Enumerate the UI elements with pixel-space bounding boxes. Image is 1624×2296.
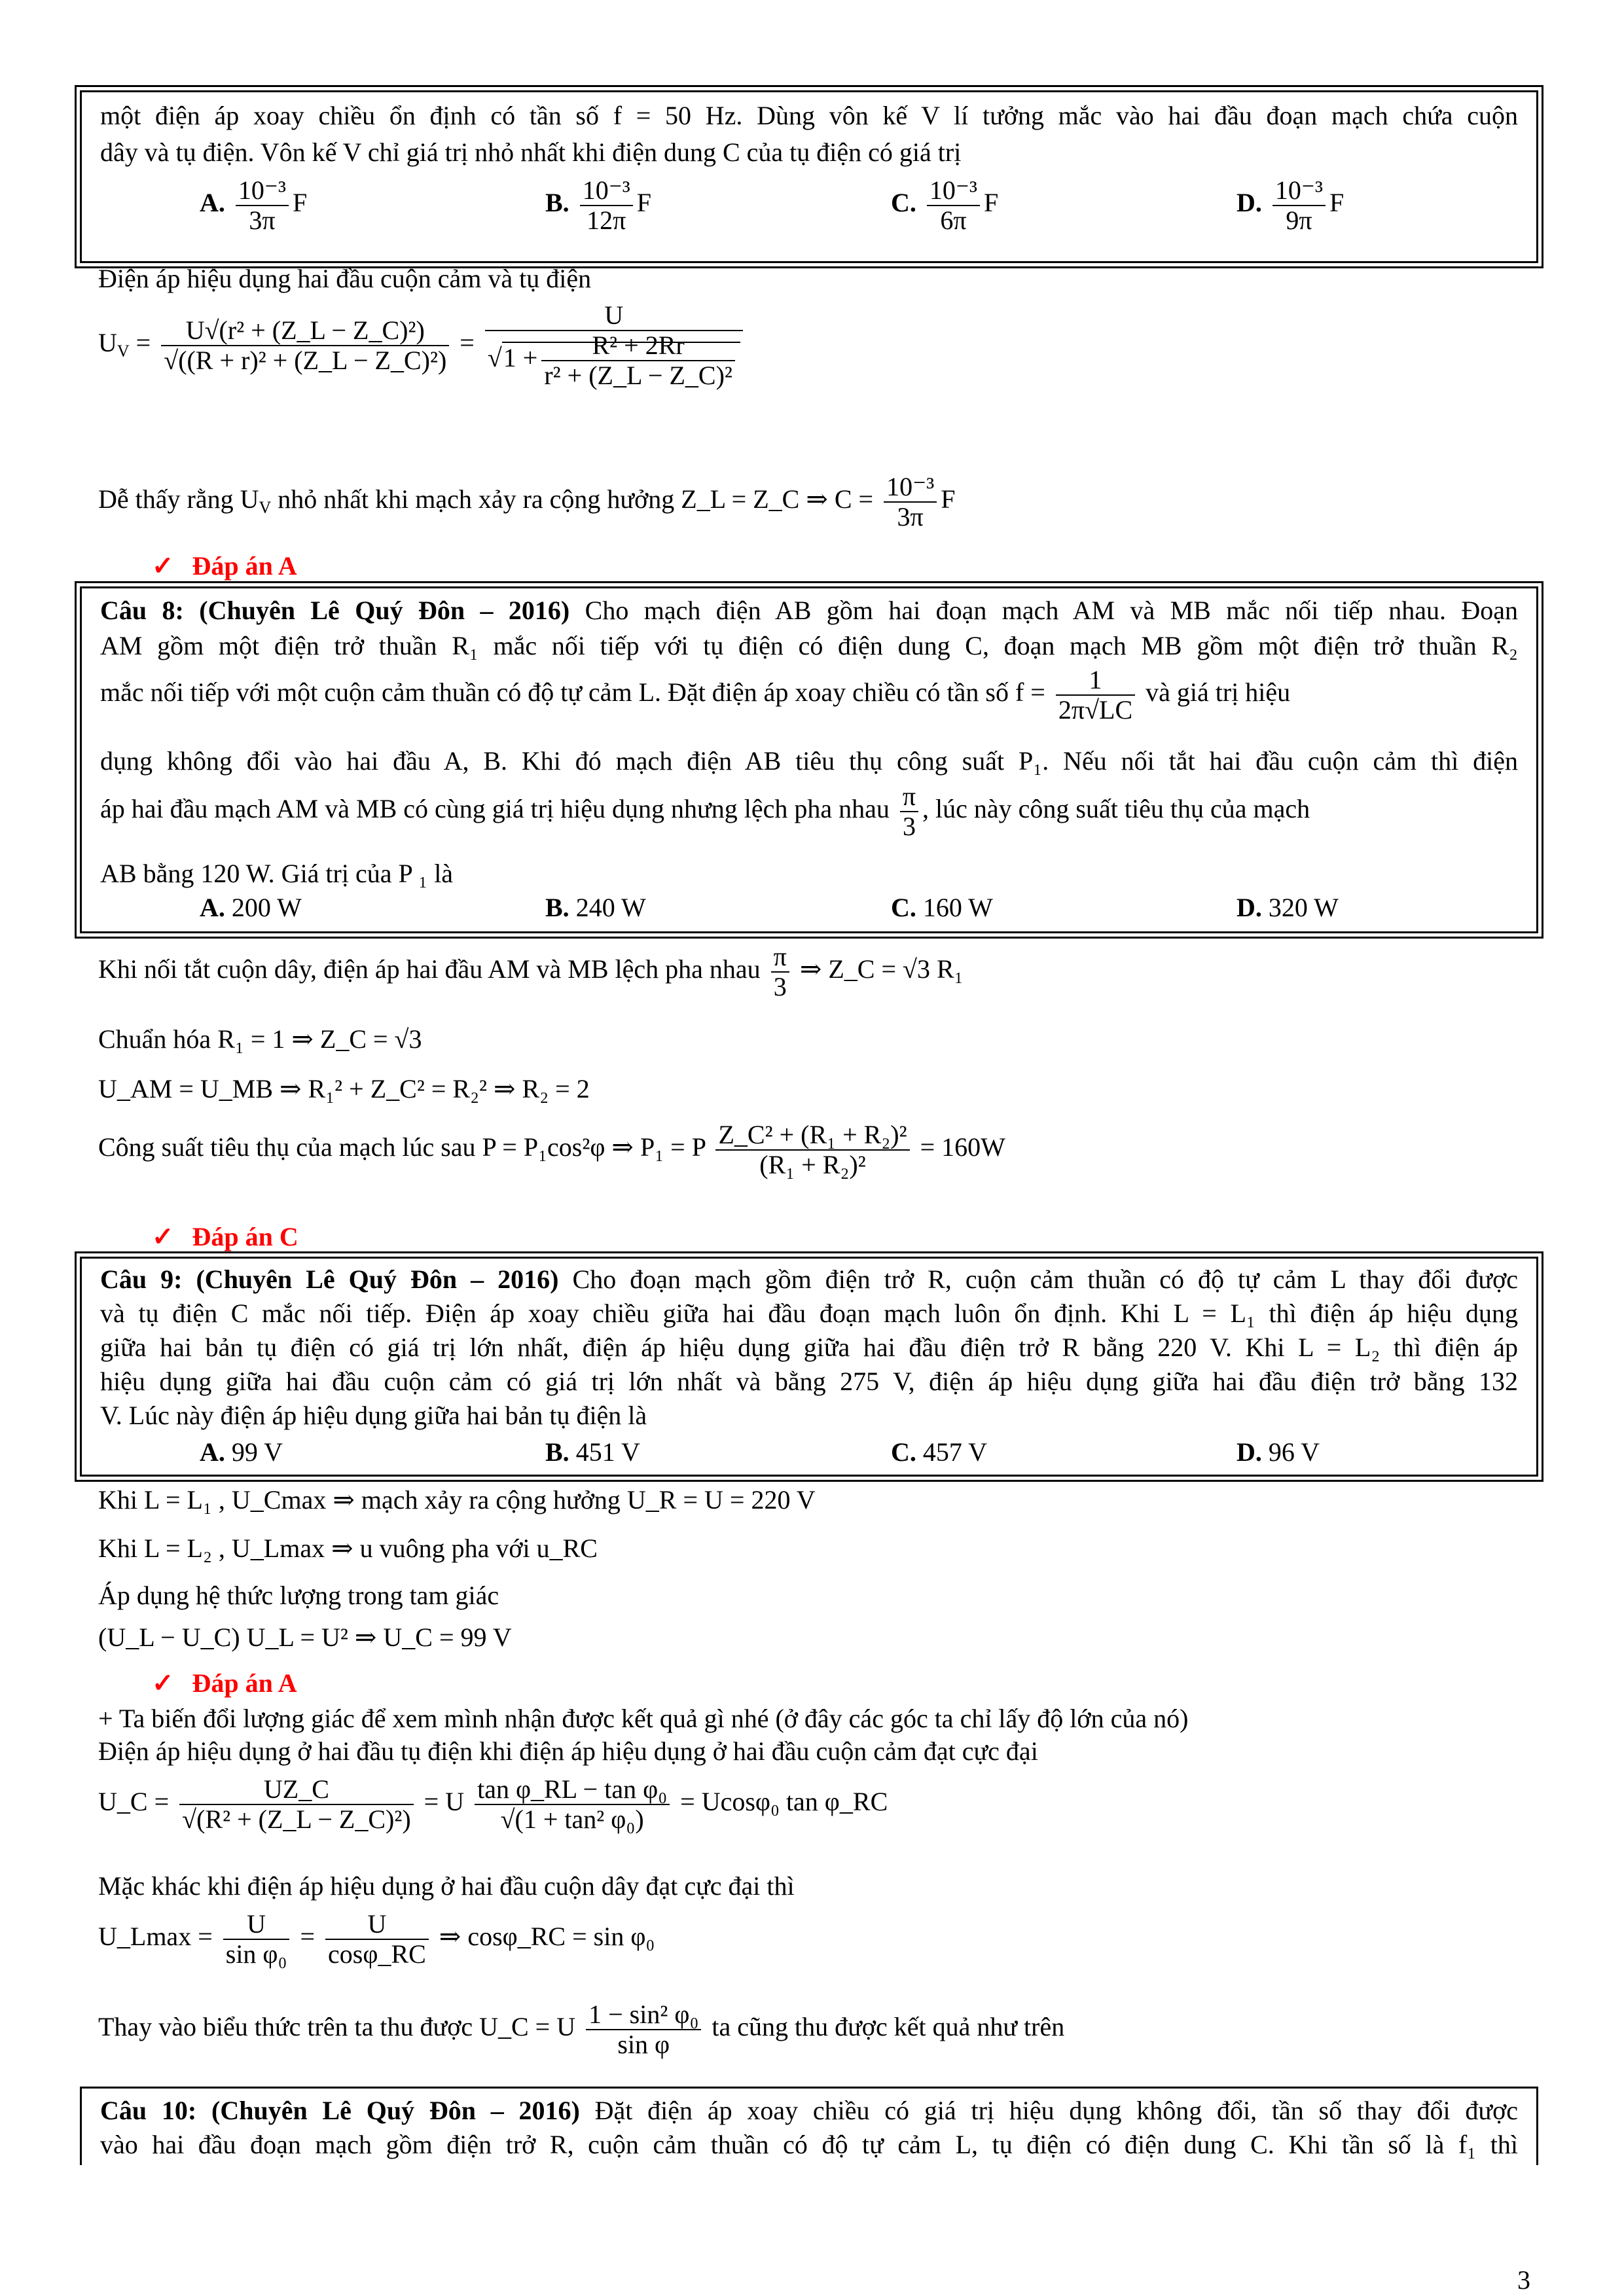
answer-label: ✓ Đáp án A <box>152 1668 297 1698</box>
question-text-line: mắc nối tiếp với một cuộn cảm thuần có độ tự cảm L. Đặt điện áp xoay chiều có tần số f = $\frac{1}{2\pi√LC}$ và giá trị hiệu <box>100 665 1291 725</box>
solution-equation: U_C = $\frac{UZ\_C}{\text{√(R² + (Z\_L − Z\_C)²)}}$ = U $\frac{\text{tan φ\_RL − tan φ₀}}{\text{√(1 + tan² φ₀)}}$ = Ucosφ₀ tan φ_RC <box>98 1774 888 1834</box>
question-7-box <box>80 90 1538 263</box>
question-text-line: V. Lúc này điện áp hiệu dụng giữa hai bản tụ điện là <box>100 1401 647 1430</box>
question-text-line: hiệu dụng giữa hai đầu cuộn cảm có giá trị lớn nhất và bằng 275 V, điện áp hiệu dụng giữa hai đầu điện trở bằng 132 <box>100 1367 1518 1396</box>
check-icon: ✓ <box>152 1222 174 1251</box>
option-b: B. 451 V <box>545 1437 640 1467</box>
solution-line: (U_L − U_C) U_L = U² ⇒ U_C = 99 V <box>98 1623 512 1652</box>
option-d: D. $\frac{\text{10⁻³}}{9\pi}$ F <box>1236 175 1344 235</box>
solution-line: Khi L = L₂ , U_Lmax ⇒ u vuông pha với u_RC <box>98 1534 598 1563</box>
question-text-line: dây và tụ điện. Vôn kế V chỉ giá trị nhỏ nhất khi điện dung C của tụ điện có giá trị <box>100 137 962 167</box>
question-text-line: vào hai đầu đoạn mạch gồm điện trở R, cuộn cảm thuần có độ tự cảm L, tụ điện có điện dung C. Khi tần số là f₁ thì <box>100 2130 1518 2159</box>
solution-equation: $U_V$ = $\frac{\text{U√(r² + (Z\_L − Z\_C)²)}}{\text{√((R + r)² + (Z\_L − Z\_C)²)}}$ = U √1 + $\frac{\text{R² + 2Rr}}{\text{r² + (Z\_L − Z\_C)²}}$ <box>98 301 747 390</box>
option-c: C. 457 V <box>891 1437 988 1467</box>
question-text-line: Câu 9: (Chuyên Lê Quý Đôn – 2016) Cho đoạn mạch gồm điện trở R, cuộn cảm thuần có độ tự cảm L thay đổi được <box>100 1265 1518 1294</box>
solution-equation: Thay vào biểu thức trên ta thu được U_C = U $\frac{\text{1 − sin² φ₀}}{\text{sin φ}}$ ta cũng thu được kết quả như trên <box>98 2000 1065 2059</box>
question-text-line: và tụ điện C mắc nối tiếp. Điện áp xoay chiều giữa hai đầu đoạn mạch luôn ổn định. Khi L = L₁ thì điện áp hiệu dụng <box>100 1299 1518 1328</box>
option-a: A. $\frac{\text{10⁻³}}{3\pi}$ F <box>200 175 308 235</box>
question-9-box <box>80 1257 1538 1477</box>
solution-text: Điện áp hiệu dụng hai đầu cuộn cảm và tụ điện <box>98 264 592 293</box>
question-text-line: AB bằng 120 W. Giá trị của P ₁ là <box>100 859 454 888</box>
question-10-box <box>80 2087 1538 2165</box>
solution-note: Mặc khác khi điện áp hiệu dụng ở hai đầu cuộn dây đạt cực đại thì <box>98 1871 795 1901</box>
option-a: A. 99 V <box>200 1437 283 1467</box>
solution-conclusion: Dễ thấy rằng $U_V$ nhỏ nhất khi mạch xảy ra cộng hưởng Z_L = Z_C ⇒ C = $\frac{\text{10⁻³}}{3\pi}$ F <box>98 472 956 531</box>
answer-label: ✓ Đáp án A <box>152 551 297 581</box>
option-b: B. 240 W <box>545 893 646 922</box>
option-c: C. 160 W <box>891 893 993 922</box>
solution-note: + Ta biến đổi lượng giác để xem mình nhận được kết quả gì nhé (ở đây các góc ta chỉ lấy độ lớn của nó) <box>98 1704 1189 1733</box>
solution-equation: U_Lmax = $\frac{U}{\text{sin φ₀}}$ = $\frac{U}{\cos\varphi\_RC}$ ⇒ cosφ_RC = sin φ₀ <box>98 1909 655 1969</box>
answer-label: ✓ Đáp án C <box>152 1222 298 1251</box>
question-text-line: AM gồm một điện trở thuần R₁ mắc nối tiếp với tụ điện có điện dung C, đoạn mạch MB gồm một điện trở thuần R₂ <box>100 631 1518 660</box>
option-d: D. 96 V <box>1236 1437 1320 1467</box>
question-text-line: giữa hai bản tụ điện có giá trị lớn nhất, điện áp hiệu dụng giữa hai đầu điện trở R bằng 220 V. Khi L = L₂ thì điện áp <box>100 1333 1518 1362</box>
solution-line: Khi L = L₁ , U_Cmax ⇒ mạch xảy ra cộng hưởng U_R = U = 220 V <box>98 1485 816 1515</box>
question-text-line: một điện áp xoay chiều ổn định có tần số f = 50 Hz. Dùng vôn kế V lí tưởng mắc vào hai đầu đoạn mạch chứa cuộn <box>100 101 1518 130</box>
option-c: C. $\frac{\text{10⁻³}}{6\pi}$ F <box>891 175 999 235</box>
option-b: B. $\frac{\text{10⁻³}}{12\pi}$ F <box>545 175 652 235</box>
question-text-line: áp hai đầu mạch AM và MB có cùng giá trị hiệu dụng nhưng lệch pha nhau $\frac{\pi}{3}$ , lúc này công suất tiêu thụ của mạch <box>100 781 1310 841</box>
question-8-box <box>80 586 1538 933</box>
check-icon: ✓ <box>152 1668 174 1698</box>
question-text-line: dụng không đổi vào hai đầu A, B. Khi đó mạch điện AB tiêu thụ công suất P₁. Nếu nối tắt hai đầu cuộn cảm thì điện <box>100 746 1518 776</box>
solution-line: U_AM = U_MB ⇒ R₁² + Z_C² = R₂² ⇒ R₂ = 2 <box>98 1074 590 1103</box>
page-number: 3 <box>1517 2265 1530 2295</box>
solution-line: Áp dụng hệ thức lượng trong tam giác <box>98 1581 499 1610</box>
question-text-line: Câu 10: (Chuyên Lê Quý Đôn – 2016) Đặt điện áp xoay chiều có giá trị hiệu dụng không đổi, tần số thay đổi được <box>100 2096 1518 2125</box>
solution-line: Công suất tiêu thụ của mạch lúc sau P = P₁cos²φ ⇒ P₁ = P $\frac{\text{Z\_C² + (R₁ + R₂)²}}{\text{(R₁ + R₂)²}}$ = 160W <box>98 1120 1005 1179</box>
option-d: D. 320 W <box>1236 893 1339 922</box>
solution-line: Khi nối tắt cuộn dây, điện áp hai đầu AM và MB lệch pha nhau $\frac{\pi}{3}$ ⇒ Z_C = √3 R₁ <box>98 942 964 1001</box>
solution-line: Chuẩn hóa R₁ = 1 ⇒ Z_C = √3 <box>98 1024 422 1054</box>
option-a: A. 200 W <box>200 893 302 922</box>
check-icon: ✓ <box>152 551 174 581</box>
question-text-line: Câu 8: (Chuyên Lê Quý Đôn – 2016) Cho mạch điện AB gồm hai đoạn mạch AM và MB mắc nối tiếp nhau. Đoạn <box>100 596 1518 625</box>
solution-note: Điện áp hiệu dụng ở hai đầu tụ điện khi điện áp hiệu dụng ở hai đầu cuộn cảm đạt cực đại <box>98 1736 1038 1766</box>
